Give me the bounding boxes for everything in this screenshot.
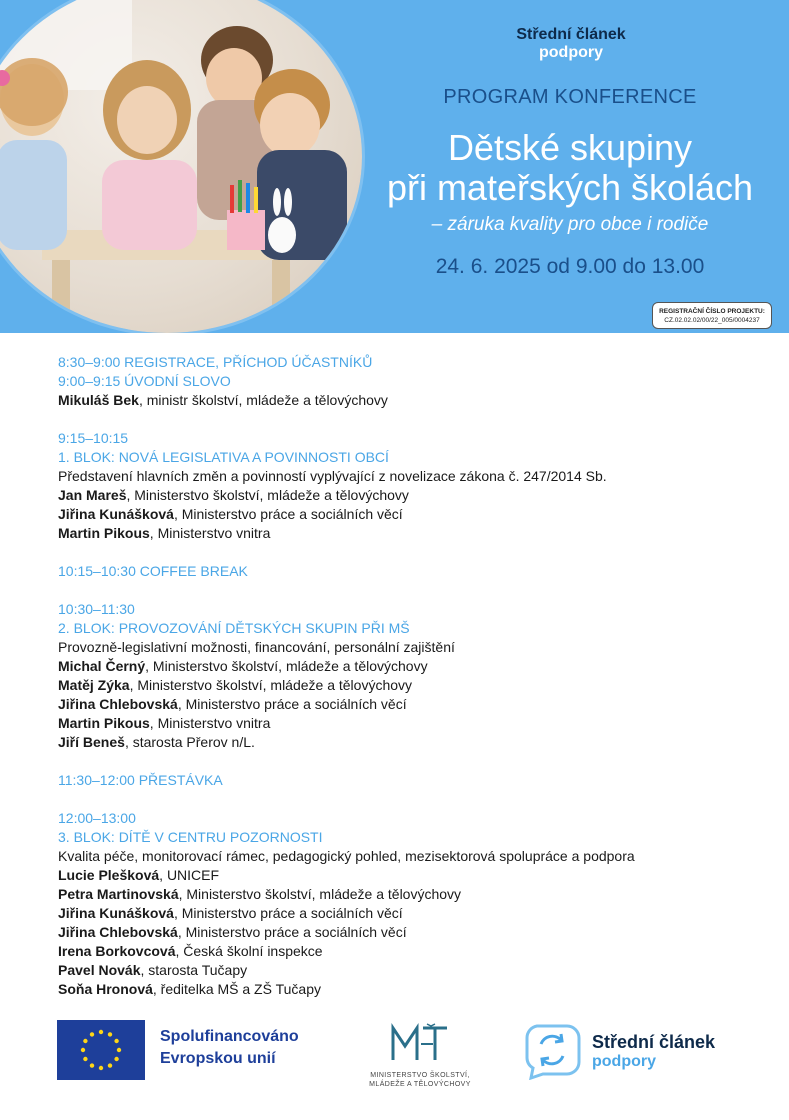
children-photo (0, 0, 362, 333)
speaker: Jiří Beneš, starosta Přerov n/L. (58, 734, 255, 750)
speaker: Jan Mareš, Ministerstvo školství, mládeže a tělovýchovy (58, 487, 409, 503)
eu-flag-icon (57, 1020, 145, 1080)
eu-line-1: Spolufinancováno (160, 1028, 299, 1045)
scp-logo-text (592, 1032, 715, 1072)
subtitle: – záruka kvality pro obce i rodiče (431, 214, 709, 235)
speaker: Petra Martinovská, Ministerstvo školství, mládeže a tělovýchovy (58, 886, 462, 902)
block-1-time: 9:15–10:15 (58, 430, 129, 446)
pause: 11:30–12:00 PŘESTÁVKA (58, 772, 223, 788)
coffee-break: 10:15–10:30 COFFEE BREAK (58, 563, 248, 579)
speaker: Jiřina Chlebovská, Ministerstvo práce a sociálních věcí (58, 696, 407, 712)
program-label: PROGRAM KONFERENCE (443, 86, 697, 108)
eu-cofunded-text (160, 1026, 299, 1070)
speaker: Lucie Plešková, UNICEF (58, 867, 220, 883)
brand-line-2: podpory (539, 44, 603, 61)
block-2-title: 2. BLOK: PROVOZOVÁNÍ DĚTSKÝCH SKUPIN PŘI MŠ (58, 620, 410, 636)
block-1-description: Představení hlavních změn a povinností vyplývající z novelizace zákona č. 247/2014 Sb. (58, 468, 607, 484)
header-banner (0, 0, 789, 333)
speaker: Michal Černý, Ministerstvo školství, mládeže a tělovýchovy (58, 658, 428, 674)
speaker: Pavel Novák, starosta Tučapy (58, 962, 248, 978)
speaker: Jiřina Kunášková, Ministerstvo práce a sociálních věcí (58, 506, 403, 522)
footer-logos (0, 1010, 789, 1110)
registration-number: CZ.02.02.02/00/22_005/0004237 (664, 317, 760, 324)
speaker: Mikuláš Bek, ministr školství, mládeže a tělovýchovy (58, 392, 388, 408)
msmt-line-2: MLÁDEŽE A TĚLOVÝCHOVY (369, 1081, 471, 1088)
speaker: Soňa Hronová, ředitelka MŠ a ZŠ Tučapy (58, 981, 321, 997)
scp-logo-icon (523, 1022, 581, 1080)
scp-line-1: Střední článek (592, 1032, 716, 1052)
block-2-description: Provozně-legislativní možnosti, financování, personální zajištění (58, 639, 455, 655)
page-title (340, 128, 789, 208)
msmt-line-1: MINISTERSTVO ŠKOLSTVÍ, (370, 1072, 470, 1079)
scp-line-2: podpory (592, 1053, 656, 1070)
children-illustration (0, 0, 362, 333)
brand-logo-text (496, 26, 646, 62)
speaker: Matěj Zýka, Ministerstvo školství, mládeže a tělovýchovy (58, 677, 413, 693)
registration-label: REGISTRAČNÍ ČÍSLO PROJEKTU: (659, 308, 765, 315)
block-3-time: 12:00–13:00 (58, 810, 136, 826)
brand-line-1: Střední článek (516, 26, 626, 43)
registration-box (652, 302, 772, 329)
speaker: Jiřina Chlebovská, Ministerstvo práce a sociálních věcí (58, 924, 407, 940)
section-registration: 8:30–9:00 REGISTRACE, PŘÍCHOD ÚČASTNÍKŮ (58, 354, 373, 370)
msmt-logo (350, 1020, 490, 1092)
program-schedule (58, 353, 758, 999)
speaker: Irena Borkovcová, Česká školní inspekce (58, 943, 323, 959)
title-line-2: při mateřských školách (386, 167, 754, 208)
speaker: Martin Pikous, Ministerstvo vnitra (58, 715, 271, 731)
block-3-title: 3. BLOK: DÍTĚ V CENTRU POZORNOSTI (58, 829, 323, 845)
speaker: Jiřina Kunášková, Ministerstvo práce a sociálních věcí (58, 905, 403, 921)
block-1-title: 1. BLOK: NOVÁ LEGISLATIVA A POVINNOSTI OBCÍ (58, 449, 389, 465)
event-date: 24. 6. 2025 od 9.00 do 13.00 (435, 255, 705, 278)
speaker: Martin Pikous, Ministerstvo vnitra (58, 525, 271, 541)
section-opening: 9:00–9:15 ÚVODNÍ SLOVO (58, 373, 231, 389)
title-line-1: Dětské skupiny (447, 127, 693, 168)
block-2-time: 10:30–11:30 (58, 601, 135, 617)
eu-line-2: Evropskou unií (160, 1050, 276, 1067)
block-3-description: Kvalita péče, monitorovací rámec, pedagogický pohled, mezisektorová spolupráce a podpora (58, 848, 635, 864)
msmt-monogram-icon (385, 1020, 455, 1066)
